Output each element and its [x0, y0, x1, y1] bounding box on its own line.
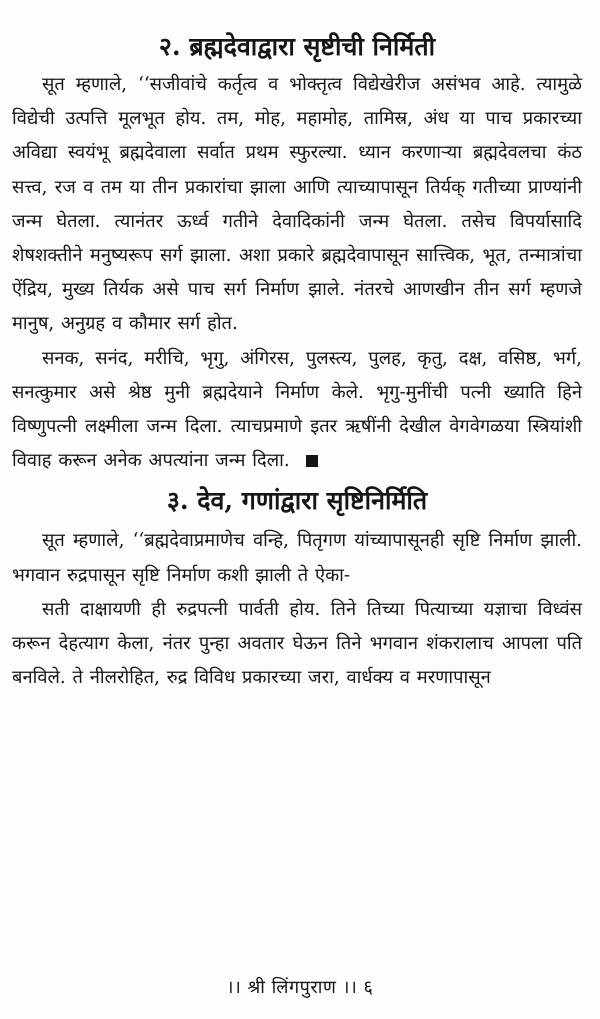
paragraph-sages-text: सनक, सनंद, मरीचि, भृगु, अंगिरस, पुलस्त्य, पुलह, कृतु, दक्ष, वसिष्ठ, भर्ग, सनत्कुमार असे श्रेष्ठ मुनी ब्रह्मदेयाने निर्माण केले. भृगु-मुनींची पत्नी ख्याति हिने विष्णुपत्नी लक्ष्मीला जन्म दिला. त्याचप्रमाणे इतर ऋषींनी देखील वेगवेगळया स्त्रियांशी विवाह करून अनेक अपत्यांना जन्म दिला.	[12, 347, 582, 472]
paragraph-sati: सती दाक्षायणी ही रुद्रपत्नी पार्वती होय. तिने तिच्या पित्याच्या यज्ञाचा विध्वंस करून देहत्याग केला, नंतर पुन्हा अवतार घेऊन तिने भगवान शंकरालाच आपला पति बनविले. ते नीलरोहित, रुद्र विविध प्रकारच्या जरा, वार्धक्य व मरणापासून	[12, 598, 582, 689]
page-footer: ।। श्री लिंगपुराण ।। ६	[226, 977, 374, 998]
section-heading-3: ३. देव, गणांद्वारा सृष्टिनिर्मिति	[166, 486, 428, 516]
section-end-square-icon	[306, 455, 318, 467]
paragraph-suta-said: सूत म्हणाले, ‘‘ब्रह्मदेवाप्रमाणेच वन्हि, पितृगण यांच्यापासूनही सृष्टि निर्माण झाली. भगवान रुद्रपासून सृष्टि निर्माण कशी झाली ते ऐका-	[12, 530, 582, 586]
paragraph-sages	[12, 342, 582, 479]
section-heading-2: २. ब्रह्मदेवाद्वारा सृष्टीची निर्मिती	[158, 32, 436, 61]
paragraph-creation-by-brahma: सूत म्हणाले, ‘‘सजीवांचे कर्तृत्व व भोक्तृत्व विद्येखेरीज असंभव आहे. त्यामुळे विद्येची उत्पत्ति मूलभूत होय. तम, मोह, महामोह, तामिस्र, अंध या पाच प्रकारच्या अविद्या स्वयंभू ब्रह्मदेवाला सर्वात प्रथम स्फुरल्या. ध्यान करणाऱ्या ब्रह्मदेवलचा कंठ सत्त्व, रज व तम या तीन प्रकारांचा झाला आणि त्याच्यापासून तिर्यक् गतीच्या प्राण्यांनी जन्म घेतला. त्यानंतर ऊर्ध्व गतीने देवादिकांनी जन्म घेतला. तसेच विपर्यासादि शेषशक्तीने मनुष्यरूप सर्ग झाला. अशा प्रकारे ब्रह्मदेवापासून सात्त्विक, भूत, तन्मात्रांचा ऐंद्रिय, मुख्य तिर्यक असे पाच सर्ग निर्माण झाले. नंतरचे आणखीन तीन सर्ग म्हणजे मानुष, अनुग्रह व कौमार सर्ग होत.	[12, 74, 582, 335]
